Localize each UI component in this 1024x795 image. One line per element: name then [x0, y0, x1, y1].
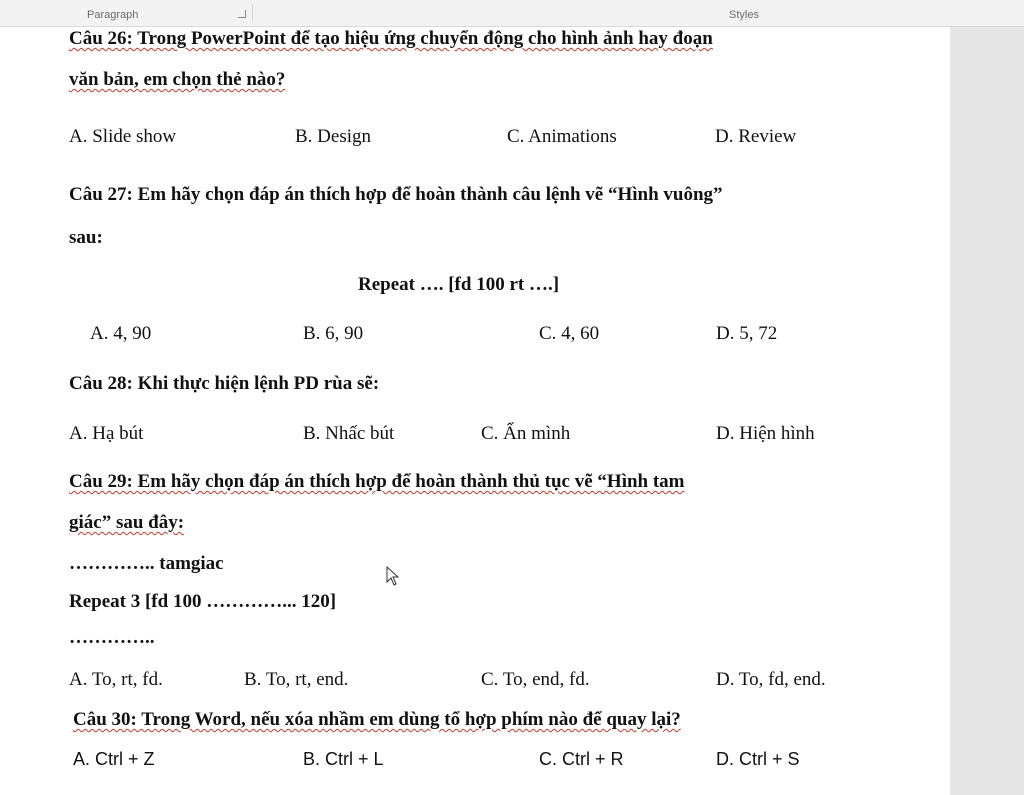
paragraph-group-label: Paragraph — [87, 9, 139, 21]
q27-option-c: C. 4, 60 — [539, 323, 600, 344]
question-26-line2: văn bản, em chọn thẻ nào? — [69, 69, 286, 90]
q27-option-d: D. 5, 72 — [716, 323, 778, 344]
q30-option-b: B. Ctrl + L — [303, 749, 384, 769]
question-28-line1: Câu 28: Khi thực hiện lệnh PD rùa sẽ: — [69, 373, 380, 394]
q30-option-d: D. Ctrl + S — [716, 749, 800, 769]
q28-option-d: D. Hiện hình — [716, 423, 815, 444]
styles-group-label: Styles — [729, 9, 759, 21]
ribbon-divider — [252, 4, 253, 22]
q26-option-d: D. Review — [715, 126, 797, 147]
q29-code-line2: Repeat 3 [fd 100 …………... 120] — [69, 591, 337, 612]
q28-option-b: B. Nhấc bút — [303, 423, 395, 444]
q29-option-c: C. To, end, fd. — [481, 669, 590, 690]
q27-code: Repeat …. [fd 100 rt ….] — [358, 274, 560, 295]
dialog-launcher-icon[interactable] — [238, 10, 246, 18]
question-27-line2: sau: — [69, 227, 103, 248]
question-29-line1: Câu 29: Em hãy chọn đáp án thích hợp để hoàn thành thủ tục vẽ “Hình tam — [69, 471, 685, 492]
q30-option-a: A. Ctrl + Z — [73, 749, 155, 769]
q26-option-c: C. Animations — [507, 126, 617, 147]
q26-option-b: B. Design — [295, 126, 371, 147]
q26-option-a: A. Slide show — [69, 126, 177, 147]
question-30-line1: Câu 30: Trong Word, nếu xóa nhầm em dùng tổ hợp phím nào để quay lại? — [73, 709, 681, 730]
q29-code-line3: ………….. — [69, 627, 155, 648]
q29-option-b: B. To, rt, end. — [244, 669, 349, 690]
question-27-line1: Câu 27: Em hãy chọn đáp án thích hợp để hoàn thành câu lệnh vẽ “Hình vuông” — [69, 184, 723, 205]
mouse-pointer-icon — [386, 566, 400, 586]
ribbon-strip — [0, 0, 1024, 27]
question-29-line2: giác” sau đây: — [69, 512, 185, 533]
q29-option-d: D. To, fd, end. — [716, 669, 826, 690]
q27-option-a: A. 4, 90 — [90, 323, 152, 344]
q28-option-c: C. Ẩn mình — [481, 423, 571, 444]
q30-option-c: C. Ctrl + R — [539, 749, 624, 769]
q29-code-line1: ………….. tamgiac — [69, 553, 224, 574]
q27-option-b: B. 6, 90 — [303, 323, 364, 344]
q28-option-a: A. Hạ bút — [69, 423, 144, 444]
q29-option-a: A. To, rt, fd. — [69, 669, 163, 690]
question-26-line1: Câu 26: Trong PowerPoint để tạo hiệu ứng chuyển động cho hình ảnh hay đoạn — [69, 28, 713, 49]
